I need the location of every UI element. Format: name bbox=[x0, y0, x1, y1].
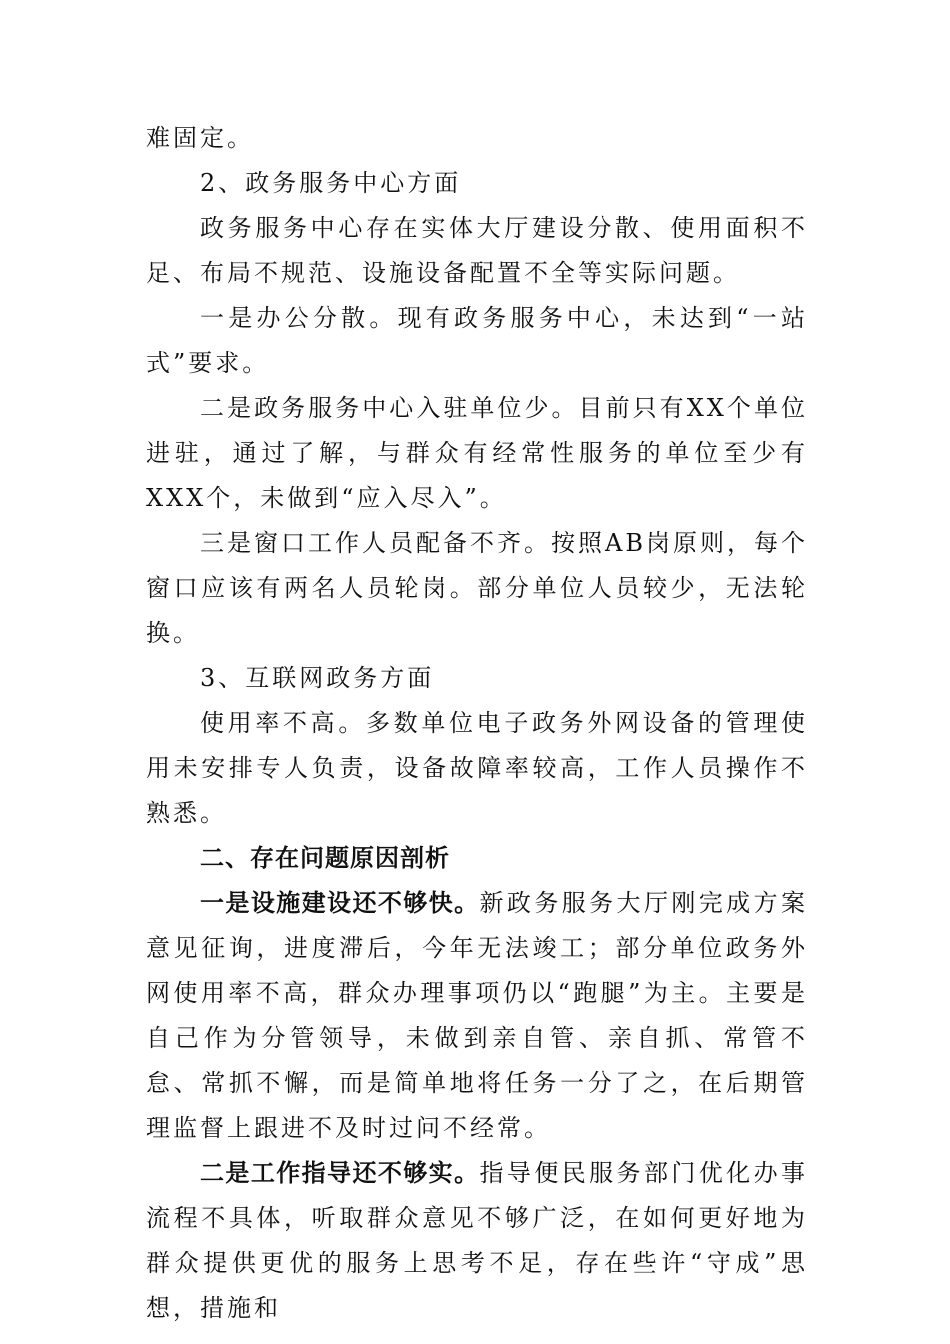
section-heading: 二、存在问题原因剖析 bbox=[200, 844, 450, 872]
paragraph-body: 指导便民服务部门优化办事流程不具体，听取群众意见不够广泛，在如何更好地为群众提供更优的服务上思考不足，存在些许“守成”思想，措施和 bbox=[146, 1159, 808, 1322]
paragraph-lead: 一是设施建设还不够快。 bbox=[200, 889, 480, 917]
paragraph-body: 新政务服务大厅刚完成方案意见征询，进度滞后，今年无法竣工；部分单位政务外网使用率不高，群众办理事项仍以“跑腿”为主。主要是自己作为分管领导，未做到亲自管、亲自抓、常管不怠、常抓不懈，而是简单地将任务一分了之，在后期管理监督上跟进不及时过问不经常。 bbox=[146, 889, 808, 1142]
paragraph-lead: 二是工作指导还不够实。 bbox=[200, 1159, 480, 1187]
paragraph: 难固定。 bbox=[146, 124, 254, 152]
document-body bbox=[146, 116, 808, 1331]
paragraph: 三是窗口工作人员配备不齐。按照AB岗原则，每个窗口应该有两名人员轮岗。部分单位人员较少，无法轮换。 bbox=[146, 529, 808, 647]
paragraph bbox=[146, 881, 808, 1151]
section-subheading: 2、政务服务中心方面 bbox=[200, 169, 462, 197]
paragraph: 政务服务中心存在实体大厅建设分散、使用面积不足、布局不规范、设施设备配置不全等实际问题。 bbox=[146, 214, 808, 287]
paragraph bbox=[146, 1151, 808, 1331]
paragraph: 一是办公分散。现有政务服务中心，未达到“一站式”要求。 bbox=[146, 304, 808, 377]
section-subheading: 3、互联网政务方面 bbox=[200, 664, 435, 692]
paragraph: 使用率不高。多数单位电子政务外网设备的管理使用未安排专人负责，设备故障率较高，工作人员操作不熟悉。 bbox=[146, 709, 808, 827]
paragraph: 二是政务服务中心入驻单位少。目前只有XX个单位进驻，通过了解，与群众有经常性服务的单位至少有XXX个，未做到“应入尽入”。 bbox=[146, 394, 808, 512]
